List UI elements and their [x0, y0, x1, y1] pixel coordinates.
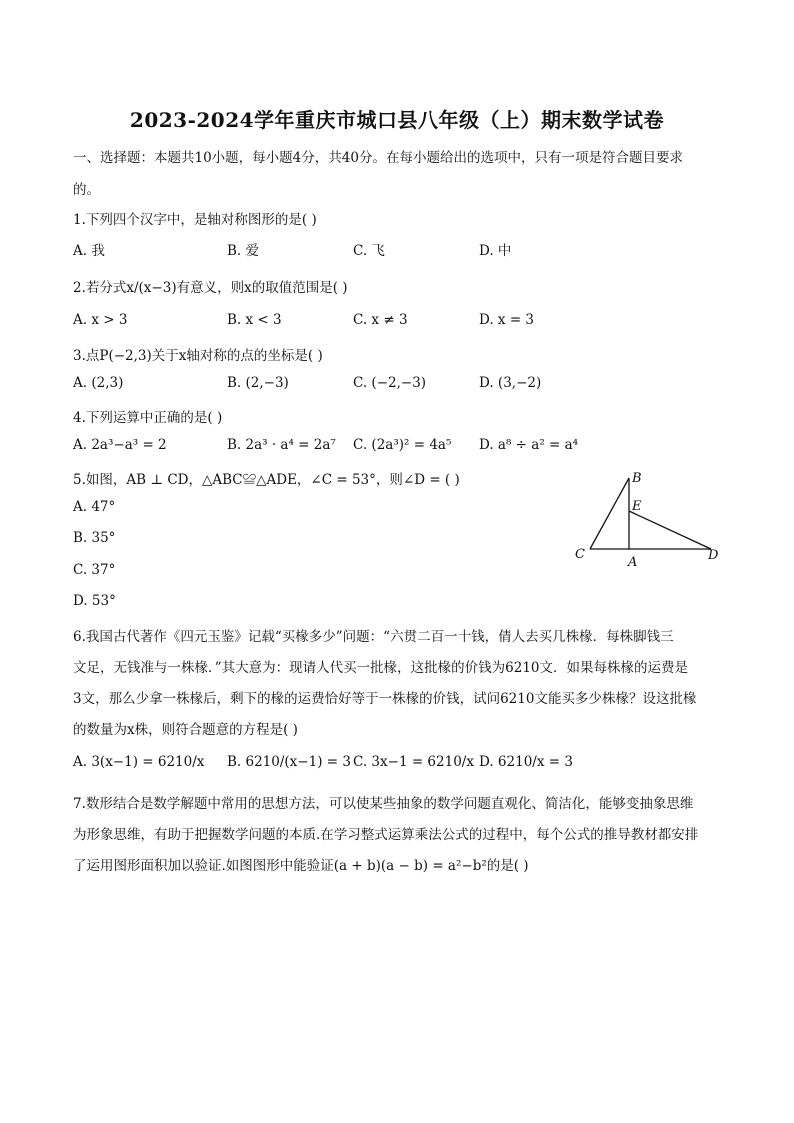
- question-6-option-a: A. 3(x−1) = 6210/x: [73, 754, 205, 770]
- question-3-stem: 3.点P(−2,3)关于x轴对称的点的坐标是( ): [73, 348, 323, 364]
- section-instructions-line-2: 的。: [73, 182, 100, 198]
- section-instructions-line-1: 一、选择题：本题共10小题，每小题4分，共40分。在每小题给出的选项中，只有一项是符合题目要求: [73, 150, 683, 166]
- question-2-option-b: B. x < 3: [227, 312, 282, 328]
- question-4-option-b: B. 2a³ · a⁴ = 2a⁷: [227, 437, 336, 453]
- label-b: B: [632, 471, 642, 486]
- question-6-line-3: 3文，那么少拿一株椽后，剩下的椽的运费恰好等于一株椽的价钱，试问6210文能买多少株椽？设这批椽: [73, 691, 697, 707]
- question-7-line-2: 为形象思维，有助于把握数学问题的本质.在学习整式运算乘法公式的过程中，每个公式的推导教材都安排: [73, 827, 699, 843]
- triangle-figure: [565, 466, 725, 576]
- question-6-line-2: 文足，无钱准与一株椽．”其大意为：现请人代买一批椽，这批椽的价钱为6210文．如果每株椽的运费是: [73, 660, 689, 676]
- question-2-option-a: A. x > 3: [73, 312, 128, 328]
- question-2-stem: 2.若分式x/(x−3)有意义，则x的取值范围是( ): [73, 280, 348, 296]
- label-d: D: [708, 548, 719, 563]
- question-2-option-d: D. x = 3: [479, 312, 535, 328]
- label-c: C: [575, 547, 585, 562]
- question-5-stem: 5.如图，AB ⊥ CD，△ABC≌△ADE，∠C = 53°，则∠D = ( ): [73, 472, 460, 488]
- question-3-option-d: D. (3,−2): [479, 375, 542, 391]
- question-5-option-c: C. 37°: [73, 562, 116, 578]
- question-4-option-a: A. 2a³−a³ = 2: [73, 437, 167, 453]
- question-4-stem: 4.下列运算中正确的是( ): [73, 410, 223, 426]
- question-3-option-a: A. (2,3): [73, 375, 124, 391]
- question-5-option-a: A. 47°: [73, 499, 116, 515]
- question-7-line-1: 7.数形结合是数学解题中常用的思想方法，可以使某些抽象的数学问题直观化、简洁化，能够变抽象思维: [73, 796, 694, 812]
- label-e: E: [632, 499, 642, 514]
- question-6-option-d: D. 6210/x = 3: [479, 754, 573, 770]
- question-4-option-d: D. a⁸ ÷ a² = a⁴: [479, 437, 579, 453]
- question-1-option-b: B. 爱: [227, 243, 260, 259]
- question-4-option-c: C. (2a³)² = 4a⁵: [353, 437, 452, 453]
- question-6-option-b: B. 6210/(x−1) = 3: [227, 754, 351, 770]
- question-1-option-a: A. 我: [73, 243, 105, 259]
- question-6-option-c: C. 3x−1 = 6210/x: [353, 754, 474, 770]
- question-3-option-c: C. (−2,−3): [353, 375, 427, 391]
- line-bc: [590, 478, 629, 549]
- question-7-line-3: 了运用图形面积加以验证.如图图形中能验证(a + b)(a − b) = a²−b²的是( ): [73, 858, 529, 874]
- question-6-line-1: 6.我国古代著作《四元玉鉴》记载“买椽多少”问题：“六贯二百一十钱，倩人去买几株椽．每株脚钱三: [73, 629, 674, 645]
- page-title: 2023-2024学年重庆市城口县八年级（上）期末数学试卷: [129, 108, 665, 132]
- question-5-option-b: B. 35°: [73, 530, 116, 546]
- line-ed: [629, 511, 711, 549]
- question-2-option-c: C. x ≠ 3: [353, 312, 408, 328]
- question-6-line-4: 的数量为x株，则符合题意的方程是( ): [73, 722, 298, 738]
- label-a: A: [628, 555, 638, 570]
- question-5-option-d: D. 53°: [73, 593, 116, 609]
- question-3-option-b: B. (2,−3): [227, 375, 289, 391]
- question-1-option-c: C. 飞: [353, 243, 385, 259]
- question-1-stem: 1.下列四个汉字中，是轴对称图形的是( ): [73, 212, 317, 228]
- question-1-option-d: D. 中: [479, 243, 512, 259]
